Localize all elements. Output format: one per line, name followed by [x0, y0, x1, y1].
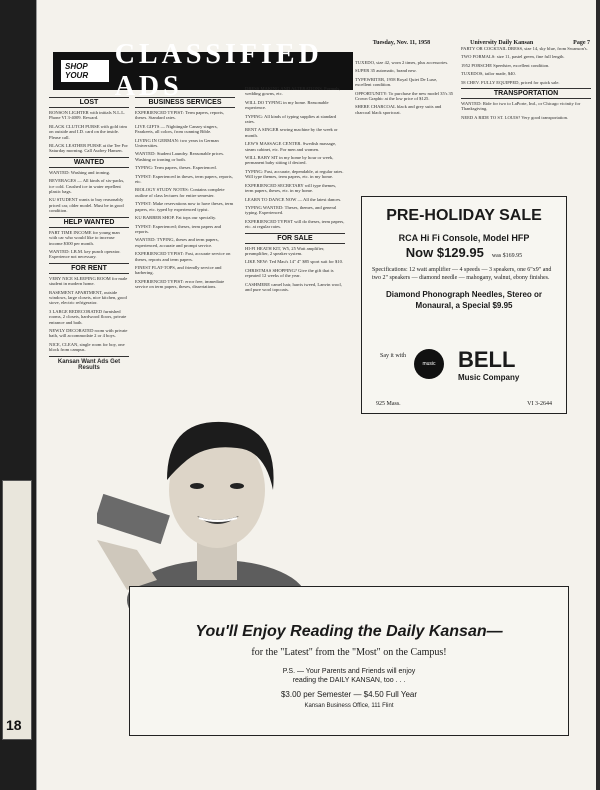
sale-title: PRE-HOLIDAY SALE	[386, 207, 542, 224]
classified-ad: LEARN TO DANCE NOW — All the latest dances.	[245, 196, 342, 202]
classified-ad: SHERE CHARCOAL black and grey suits and charcoal black sportcoat.	[355, 104, 442, 115]
classified-ad: EXPERIENCED TYPIST: Fast, accurate service on theses, reports and term papers.	[135, 251, 231, 262]
classified-ad: TYPIST: Experienced; theses, term papers and reports.	[135, 223, 222, 234]
classified-ad: PART TIME INCOME for young man with car who would like to increase income $300 per month.	[49, 229, 120, 246]
classified-ad: DRESS MAKING AND ALTERATIONS. Formals, wedding gowns, etc.	[245, 86, 341, 97]
classified-ad: TYPING: Term papers, theses. Experienced.	[135, 165, 217, 171]
classified-ad: RENT A SINGER sewing machine by the week or month.	[245, 127, 338, 138]
classified-ad: BEVERAGES — All kinds of six-packs, ice cold. Crushed ice in water repellent plastic bags.	[49, 178, 125, 195]
classified-ad: HI-FI HEATH KIT, W5, 25 Watt amplifier, preamplifier, 2 speaker system.	[245, 245, 325, 256]
classified-ad: NICE, CLEAN, single room for boy, one block from campus.	[49, 341, 125, 353]
newspaper-page	[36, 0, 596, 790]
sale-price-line	[362, 245, 566, 260]
section-heading: WANTED	[49, 157, 129, 168]
classified-ad: OPPORTUNITY: To purchase the new model 35's 35 Crown Graphic at the low price of $125.	[355, 90, 454, 102]
classified-ad: WANTED: Washing and ironing.	[49, 169, 111, 175]
needles-line-1: Diamond Phonograph Needles, Stereo or	[385, 290, 543, 299]
promo-headline: You'll Enjoy Reading the Daily Kansan—	[195, 623, 503, 640]
classified-ad: TYPING: Fast, accurate, dependable, at regular rates. Will type themes, term papers, etc. in my home.	[245, 168, 344, 180]
classified-ad: 3 LARGE REDECORATED furnished rooms, 2 closets, hardwood floors, private entrance and bath.	[49, 308, 127, 325]
classified-ad: BIOLOGY STUDY NOTES: Contains complete outline of class lectures for entire semester.	[135, 187, 225, 198]
promo-ps-line-1: P.S. — Your Parents and Friends will enjoy	[282, 668, 416, 675]
section-heading: FOR RENT	[49, 263, 129, 274]
classified-ad: TUXEDOS, tailor made, $40.	[461, 71, 516, 77]
classified-ad: EXPERIENCED TYPIST will do theses, term papers, etc. at regular rates.	[245, 218, 345, 230]
classified-ad: WILL BABY SIT in my home by hour or week, permanent baby sitting if desired.	[245, 155, 334, 166]
promo-ps-line-2: reading the DAILY KANSAN, too . . .	[292, 677, 406, 684]
adjacent-page-number: 18	[6, 717, 22, 733]
banner-title: CLASSIFIED ADS	[114, 39, 323, 102]
promo-office: Kansan Business Office, 111 Flint	[304, 703, 394, 709]
paper-name: University Daily Kansan	[470, 40, 534, 46]
store-name: BELL	[458, 347, 516, 372]
classified-ad: TYPIST: Experienced in theses, term papers, reports, etc.	[135, 173, 233, 185]
classified-ad: WANTED: TYPING, theses and term papers, experienced, accurate and prompt service.	[135, 237, 219, 248]
classified-ad: PARTY OR COCKTAIL DRESS, size 14, sky blue, from Swanson's.	[461, 46, 588, 51]
section-heading: BUSINESS SERVICES	[135, 97, 235, 108]
classified-ad: EXPERIENCED SECRETARY will type themes, term papers, theses, etc. in my home.	[245, 182, 337, 194]
classified-column-2	[135, 94, 235, 418]
classified-ad: TUXEDO, size 42, worn 2 times, plus accessories.	[355, 60, 449, 65]
classified-ad: LIVING IN GERMAN: two years in German Universities.	[135, 137, 219, 149]
section-heading: FOR SALE	[245, 233, 345, 244]
sale-was-price: was $169.95	[491, 253, 523, 259]
classified-ad: 58 CHEV. FULLY EQUIPPED, priced for quick sale.	[461, 79, 560, 85]
promo-price: $3.00 per Semester — $4.50 Full Year	[280, 690, 418, 699]
classified-ad: WANTED: Student Laundry. Reasonable prices. Washing or ironing or both.	[135, 151, 225, 162]
store-subtitle: Music Company	[458, 373, 520, 382]
sale-product: RCA Hi Fi Console, Model HFP	[398, 233, 530, 243]
classified-ad: SUPER 35 automatic, brand new.	[355, 68, 417, 74]
classified-ad: VERY NICE SLEEPING ROOM for male student in modern home.	[49, 275, 128, 287]
classified-ad: CASHMERE camel hair, harris tweed, Lanvin wool, and pure wool topcoats.	[245, 281, 342, 292]
classified-ad: RONSON LIGHTER with initials N.L.L. Phone VI 3-4009. Reward.	[49, 110, 126, 121]
classified-ad: NEWLY DECORATED room with private bath, will accommodate 2 or 4 boys.	[49, 327, 128, 339]
say-it-text: Say it with	[380, 353, 407, 359]
music-logo-text: music	[422, 361, 436, 367]
needles-line-2: Monaural, a Special $9.95	[415, 301, 513, 310]
classified-ad: TYPING WANTED: Theses, themes, and general typing. Experienced.	[245, 204, 337, 216]
daily-kansan-promo-ad	[129, 586, 569, 736]
classified-ad: KU BARBER SHOP. Fat tops our specialty.	[135, 215, 217, 221]
classified-ad: WILL DO TYPING in my home. Reasonable experience.	[245, 99, 329, 111]
classified-ad: KU STUDENT wants to buy reasonably priced car, older model. Must be in good condition.	[49, 197, 124, 214]
sale-specs: Specifications: 12 watt amplifier — 4 speeds — 3 speakers, one 6"x9" and two 2" speakers — diamond needle — mahogany, walnut, ebony finishes.	[372, 267, 552, 281]
classified-ad: NEED A RIDE TO ST. LOUIS? Very good transportation.	[461, 114, 569, 120]
classified-ad: TYPING: All kinds of typing supplies at standard rates.	[245, 113, 337, 125]
classified-ad: FINEST FLAT-TOPS, and friendly service and barbering.	[135, 264, 222, 276]
sale-price: Now $129.95	[405, 245, 484, 260]
classified-ad: EXPERIENCED TYPIST: error free, immediate service on term papers, theses, dissertations.	[135, 278, 225, 290]
classified-ad: WANTED: Ride for two to LaPorte, Ind., or Chicago vicinity for Thanksgiving.	[461, 101, 581, 112]
store-address: 925 Mass.	[376, 401, 401, 407]
classified-ad: CHRISTMAS SHOPPING? Give the gift that is repeated 12 weeks of the year.	[245, 267, 334, 279]
classified-ad: TYPIST: Make reservations now to have theses, term papers, etc. typed by experienced typist.	[135, 201, 234, 212]
section-heading: TRANSPORTATION	[461, 88, 591, 99]
classified-ad: 1952 PORSCHE Speedster, excellent condition.	[461, 62, 550, 68]
classified-ad: LIVE GIFTS — Nightingale Canary singers, Parakeets, all colors, from cunning Bible.	[135, 123, 218, 135]
classified-ad: BLACK CLUTCH PURSE with gold trim on outside and I.D. card on the inside. Please call.	[49, 123, 127, 140]
classified-column-3	[245, 86, 345, 418]
classified-ad: TYPEWRITER, 1958 Royal Quiet De Luxe, excellent condition.	[355, 76, 438, 88]
classified-column-4	[355, 60, 455, 188]
promo-subline: for the "Latest" from the "Most" on the Campus!	[251, 647, 447, 658]
adjacent-page-strip	[2, 480, 32, 740]
classified-ad: LEW'S MASSAGE CENTER. Swedish massage, steam cabinet, etc. For men and women.	[245, 141, 337, 152]
classified-ad: BASEMENT APARTMENT, outside windows, large closets, nice kitchen, good stove, electric refrigerator.	[49, 289, 127, 306]
column-footer: Kansan Want Ads Get Results	[49, 356, 129, 371]
section-heading: HELP WANTED	[49, 217, 129, 228]
section-heading: LOST	[49, 97, 129, 108]
classified-ad: BLACK LEATHER PURSE at the Tee For Saturday morning. Call Audrey Hansen.	[49, 143, 128, 154]
music-note-icon	[414, 349, 444, 379]
issue-date: Tuesday, Nov. 11, 1958	[372, 40, 431, 46]
page-number: Page 7	[573, 40, 590, 46]
store-phone: VI 3-2644	[527, 401, 552, 407]
bell-music-sale-ad	[361, 196, 567, 414]
classified-ad: LIKE NEW: Ted Mau's 14" 4" $85 sport suit for $10.	[245, 259, 344, 265]
classified-ad: TWO FORMALS: size 11, pastel green, fine full length.	[461, 54, 565, 60]
banner-shop-label: SHOP YOUR	[61, 60, 109, 82]
classified-ad: EXPERIENCED TYPIST: Term papers, reports, theses. Standard rates.	[135, 110, 225, 121]
classified-column-5	[461, 46, 591, 190]
classified-ad: WANTED: LB.M. key punch operator. Experience not necessary.	[49, 248, 121, 260]
classified-column-1	[49, 94, 129, 418]
